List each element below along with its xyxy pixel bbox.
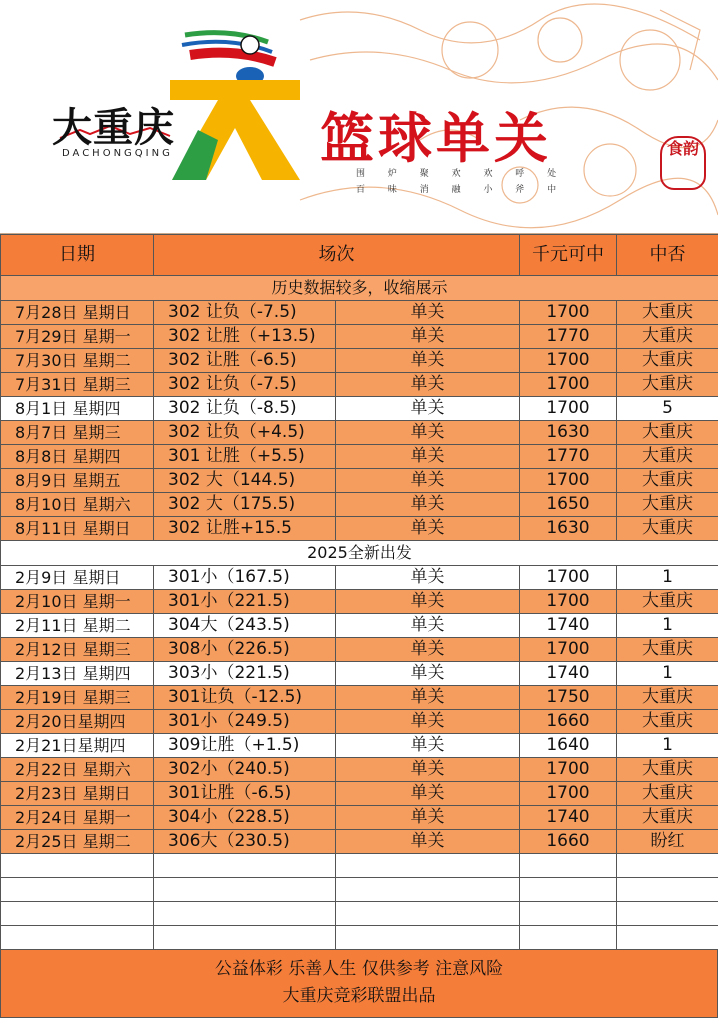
match-cell: 302 让负（-8.5) [154, 397, 336, 421]
amount-cell: 1740 [520, 806, 617, 830]
type-cell: 单关 [336, 830, 520, 854]
table-row [1, 566, 718, 590]
table-row [1, 325, 718, 349]
type-cell: 单关 [336, 349, 520, 373]
date-cell: 2月10日 星期一 [1, 590, 154, 614]
result-cell: 大重庆 [617, 590, 718, 614]
match-cell: 302小（240.5) [154, 758, 336, 782]
amount-cell: 1700 [520, 349, 617, 373]
result-cell: 大重庆 [617, 710, 718, 734]
match-cell: 302 让负（-7.5) [154, 373, 336, 397]
result-cell: 1 [617, 614, 718, 638]
match-cell: 302 大（175.5) [154, 493, 336, 517]
empty-cell [336, 878, 520, 902]
empty-row [1, 902, 718, 926]
seal-stamp: 食韵 [660, 136, 706, 190]
table-row [1, 830, 718, 854]
empty-cell [617, 878, 718, 902]
type-cell: 单关 [336, 614, 520, 638]
footer [0, 950, 718, 1018]
date-cell: 2月21日星期四 [1, 734, 154, 758]
match-cell: 309让胜（+1.5) [154, 734, 336, 758]
match-cell: 304小（228.5) [154, 806, 336, 830]
match-cell: 308小（226.5) [154, 638, 336, 662]
header-match: 场次 [154, 235, 520, 276]
date-cell: 8月11日 星期日 [1, 517, 154, 541]
footer-credit: 大重庆竞彩联盟出品 [1, 983, 717, 1010]
page-title: 篮球单关 [320, 96, 552, 173]
result-cell: 大重庆 [617, 638, 718, 662]
result-cell: 1 [617, 734, 718, 758]
table-row [1, 662, 718, 686]
amount-cell: 1700 [520, 638, 617, 662]
date-cell: 8月9日 星期五 [1, 469, 154, 493]
match-cell: 302 让胜+15.5 [154, 517, 336, 541]
match-cell: 302 让负（-7.5) [154, 301, 336, 325]
table-row [1, 686, 718, 710]
amount-cell: 1700 [520, 566, 617, 590]
type-cell: 单关 [336, 421, 520, 445]
result-cell: 大重庆 [617, 349, 718, 373]
tagline-line-1: 围 炉 聚 欢 欢 呼 处 [356, 166, 566, 179]
empty-cell [1, 878, 154, 902]
empty-cell [154, 854, 336, 878]
table-row [1, 758, 718, 782]
date-cell: 7月29日 星期一 [1, 325, 154, 349]
type-cell: 单关 [336, 782, 520, 806]
amount-cell: 1660 [520, 710, 617, 734]
result-cell: 盼红 [617, 830, 718, 854]
type-cell: 单关 [336, 710, 520, 734]
type-cell: 单关 [336, 662, 520, 686]
table-row [1, 734, 718, 758]
date-cell: 2月25日 星期二 [1, 830, 154, 854]
amount-cell: 1700 [520, 397, 617, 421]
empty-cell [154, 902, 336, 926]
date-cell: 2月12日 星期三 [1, 638, 154, 662]
amount-cell: 1750 [520, 686, 617, 710]
match-cell: 301让胜（-6.5) [154, 782, 336, 806]
empty-cell [520, 926, 617, 950]
result-cell: 大重庆 [617, 421, 718, 445]
type-cell: 单关 [336, 638, 520, 662]
result-cell: 大重庆 [617, 517, 718, 541]
type-cell: 单关 [336, 325, 520, 349]
result-cell: 大重庆 [617, 758, 718, 782]
table-row [1, 349, 718, 373]
date-cell: 7月30日 星期二 [1, 349, 154, 373]
date-cell: 2月23日 星期日 [1, 782, 154, 806]
amount-cell: 1660 [520, 830, 617, 854]
section-history-label: 历史数据较多，收缩展示 [1, 276, 718, 301]
amount-cell: 1630 [520, 517, 617, 541]
type-cell: 单关 [336, 734, 520, 758]
result-cell: 5 [617, 397, 718, 421]
date-cell: 2月20日星期四 [1, 710, 154, 734]
empty-cell [520, 854, 617, 878]
result-cell: 大重庆 [617, 493, 718, 517]
table-row [1, 373, 718, 397]
result-cell: 大重庆 [617, 686, 718, 710]
table-row [1, 806, 718, 830]
date-cell: 7月28日 星期日 [1, 301, 154, 325]
type-cell: 单关 [336, 758, 520, 782]
table-row [1, 301, 718, 325]
empty-row [1, 878, 718, 902]
type-cell: 单关 [336, 566, 520, 590]
table-row [1, 782, 718, 806]
amount-cell: 1700 [520, 758, 617, 782]
date-cell: 2月11日 星期二 [1, 614, 154, 638]
type-cell: 单关 [336, 590, 520, 614]
result-cell: 大重庆 [617, 301, 718, 325]
brand-english-name: DACHONGQING [62, 148, 173, 159]
empty-row [1, 854, 718, 878]
empty-cell [336, 926, 520, 950]
table-row [1, 614, 718, 638]
match-cell: 304大（243.5) [154, 614, 336, 638]
empty-cell [154, 926, 336, 950]
table-row [1, 710, 718, 734]
match-cell: 306大（230.5) [154, 830, 336, 854]
table-row [1, 517, 718, 541]
brand-logo-text: 大重庆 [52, 96, 175, 153]
empty-cell [154, 878, 336, 902]
amount-cell: 1640 [520, 734, 617, 758]
amount-cell: 1700 [520, 373, 617, 397]
empty-cell [617, 926, 718, 950]
empty-cell [617, 902, 718, 926]
match-cell: 302 大（144.5) [154, 469, 336, 493]
result-cell: 大重庆 [617, 806, 718, 830]
type-cell: 单关 [336, 493, 520, 517]
table-row [1, 469, 718, 493]
result-cell: 1 [617, 662, 718, 686]
footer-disclaimer: 公益体彩 乐善人生 仅供参考 注意风险 [1, 956, 717, 983]
table-row [1, 590, 718, 614]
date-cell: 8月7日 星期三 [1, 421, 154, 445]
date-cell: 7月31日 星期三 [1, 373, 154, 397]
section-2025 [1, 541, 718, 566]
match-cell: 301小（221.5) [154, 590, 336, 614]
amount-cell: 1770 [520, 325, 617, 349]
result-cell: 大重庆 [617, 325, 718, 349]
date-cell: 8月8日 星期四 [1, 445, 154, 469]
table-row [1, 421, 718, 445]
result-cell: 大重庆 [617, 373, 718, 397]
section-history [1, 276, 718, 301]
match-cell: 301小（249.5) [154, 710, 336, 734]
empty-cell [617, 854, 718, 878]
type-cell: 单关 [336, 806, 520, 830]
empty-cell [520, 902, 617, 926]
amount-cell: 1740 [520, 614, 617, 638]
match-cell: 302 让胜（-6.5) [154, 349, 336, 373]
table-header-row [1, 235, 718, 276]
type-cell: 单关 [336, 517, 520, 541]
date-cell: 2月9日 星期日 [1, 566, 154, 590]
amount-cell: 1700 [520, 301, 617, 325]
match-cell: 301让负（-12.5) [154, 686, 336, 710]
section-2025-label: 2025全新出发 [1, 541, 718, 566]
date-cell: 8月1日 星期四 [1, 397, 154, 421]
amount-cell: 1700 [520, 469, 617, 493]
amount-cell: 1700 [520, 782, 617, 806]
type-cell: 单关 [336, 397, 520, 421]
match-cell: 303小（221.5) [154, 662, 336, 686]
tagline-line-2: 百 味 消 融 小 斧 中 [356, 182, 566, 195]
date-cell: 8月10日 星期六 [1, 493, 154, 517]
match-cell: 302 让胜（+13.5) [154, 325, 336, 349]
empty-cell [1, 854, 154, 878]
type-cell: 单关 [336, 373, 520, 397]
amount-cell: 1700 [520, 590, 617, 614]
type-cell: 单关 [336, 469, 520, 493]
table-row [1, 397, 718, 421]
date-cell: 2月24日 星期一 [1, 806, 154, 830]
empty-cell [336, 854, 520, 878]
date-cell: 2月22日 星期六 [1, 758, 154, 782]
empty-cell [1, 902, 154, 926]
match-cell: 302 让负（+4.5) [154, 421, 336, 445]
result-cell: 大重庆 [617, 445, 718, 469]
table-row [1, 493, 718, 517]
result-cell: 大重庆 [617, 782, 718, 806]
amount-cell: 1650 [520, 493, 617, 517]
amount-cell: 1740 [520, 662, 617, 686]
date-cell: 2月19日 星期三 [1, 686, 154, 710]
table-row [1, 445, 718, 469]
header-result: 中否 [617, 235, 718, 276]
football-icon [241, 36, 259, 54]
header-amount: 千元可中 [520, 235, 617, 276]
header-date: 日期 [1, 235, 154, 276]
empty-cell [520, 878, 617, 902]
empty-row [1, 926, 718, 950]
match-cell: 301 让胜（+5.5) [154, 445, 336, 469]
amount-cell: 1630 [520, 421, 617, 445]
type-cell: 单关 [336, 445, 520, 469]
result-cell: 1 [617, 566, 718, 590]
type-cell: 单关 [336, 301, 520, 325]
header-banner [0, 0, 718, 234]
amount-cell: 1770 [520, 445, 617, 469]
empty-cell [1, 926, 154, 950]
results-table [0, 234, 718, 950]
type-cell: 单关 [336, 686, 520, 710]
date-cell: 2月13日 星期四 [1, 662, 154, 686]
empty-cell [336, 902, 520, 926]
result-cell: 大重庆 [617, 469, 718, 493]
match-cell: 301小（167.5) [154, 566, 336, 590]
table-row [1, 638, 718, 662]
